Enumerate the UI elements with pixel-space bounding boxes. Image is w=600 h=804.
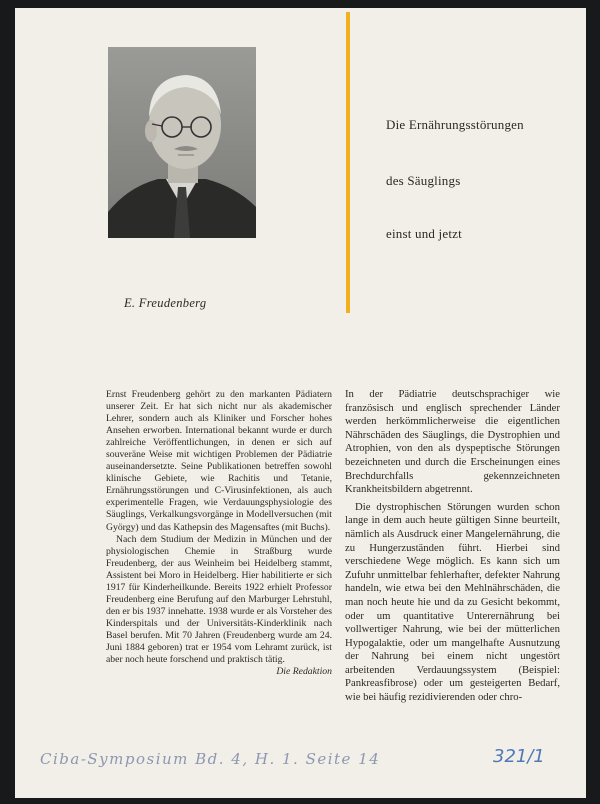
title-line-1: Die Ernährungsstörungen [386, 117, 524, 132]
portrait-photo [108, 47, 256, 238]
title-line-2: des Säuglings [386, 173, 461, 188]
biography-column [106, 389, 332, 678]
article-column [345, 388, 560, 705]
page-number-annotation: 321/1 [493, 746, 545, 767]
biography-paragraph: Nach dem Studium der Medizin in München und der physiologischen Chemie in Straßburg wurde Freudenberg, der aus Weinheim bei Heidelberg stammt, Assistent bei Moro in Heidelberg. Hier habilitierte er sich 1917 für Kinderheilkunde. Bereits 1922 erhielt Professor Freudenberg eine Berufung auf den Marburger Lehrstuhl, den er bis 1937 innehatte. 1938 wurde er als Vorsteher des Kinderspitals und der Universitäts-Kinderklinik nach Basel berufen. Mit 70 Jahren (Freudenberg wurde am 24. Juni 1884 geboren) trat er 1954 vom Lehramt zurück, ist aber noch heute forschend und praktisch tätig. [106, 533, 332, 666]
title-line-3: einst und jetzt [386, 226, 462, 241]
portrait-image [108, 47, 256, 238]
article-paragraph: In der Pädiatrie deutschsprachiger wie französisch und englisch sprechender Länder werden herkömmlicherweise die eigentlichen Nährschäden des Säuglings, die Dystrophien und Atrophien, von den als dyspeptische Störungen bezeichneten und durch die Erscheinungen eines Brechdurchfalls gekennzeichneten Krankheitsbildern abgetrennt. [345, 388, 560, 496]
accent-bar [346, 12, 350, 313]
portrait-caption: E. Freudenberg [124, 296, 207, 310]
handwritten-reference: Ciba-Symposium Bd. 4, H. 1. Seite 14 [40, 750, 381, 768]
editorial-signature: Die Redaktion [276, 666, 332, 678]
article-paragraph: Die dystrophischen Störungen wurden schon lange in dem auch heute gültigen Sinne beurteilt, nämlich als Ausdruck einer Mangelernährung, die zu Hungerzuständen führt. Hierbei sind verschiedene Wege möglich. Es kann sich um Zufuhr unmittelbar fehlerhafter, defekter Nahrung handeln, wie etwa bei den Mehlnährschäden, die man noch heute hie und da zu Gesicht bekommt, oder um quantitative Unterernährung bei vollwertiger Nahrung, wie bei der mütterlichen Hypogalaktie, oder um mangelhafte Ausnutzung der Nahrung bei einem nicht ungestört arbeitenden Verdauungssystem (Beispiel: Pankreasfibrose) oder um gesteigerten Bedarf, wie bei häufig rezidivierenden oder chro- [345, 500, 560, 704]
biography-paragraph: Ernst Freudenberg gehört zu den markanten Pädiatern unserer Zeit. Er hat sich nicht nur als akademischer Lehrer, sondern auch als Kliniker und Forscher hohes Ansehen erworben. International bekannt wurde er durch zahlreiche Veröffentlichungen, in denen er sich auf souveräne Weise mit wichtigen Problemen der Pädiatrie auseinandersetzte. Seine Publikationen betreffen sowohl klinische Gebiete, wie Rachitis und Tetanie, Ernährungsstörungen und C-Virusinfektionen, als auch experimentelle Fragen, wie Verdauungsphysiologie des Säuglings, Verkalkungsvorgänge in Modellversuchen (mit György) und das Kathepsin des Magensaftes (mit Buchs). [106, 389, 332, 533]
